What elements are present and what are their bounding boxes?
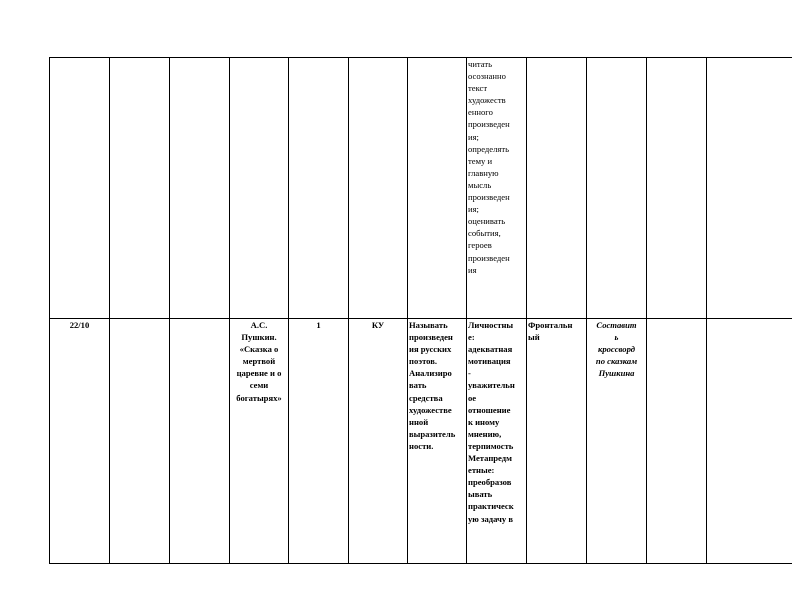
cell-text-line: отношение [468, 404, 511, 415]
cell-text-line: ывать [468, 489, 493, 500]
cell-empty [170, 58, 230, 319]
cell-text-line: произведен [468, 119, 510, 130]
cell-date: 22/10 [50, 319, 110, 564]
cell-text-line: кроссворд [597, 344, 636, 355]
cell-text-line: тему и [468, 155, 493, 166]
cell-empty [110, 319, 170, 564]
cell-text-line: мнению, [468, 428, 502, 439]
cell-text-line: средства [409, 392, 443, 403]
cell-topic [230, 319, 289, 564]
lesson-plan-table [49, 57, 792, 564]
cell-text-line: ое [468, 392, 477, 403]
cell-text-line: главную [468, 167, 499, 178]
cell-empty [527, 58, 587, 319]
cell-homework [587, 319, 647, 564]
cell-text-line: е: [468, 332, 475, 343]
cell-text-line: Пушкин. [241, 332, 277, 343]
cell-text-line: ности. [409, 440, 434, 451]
cell-text-line: художеств [468, 95, 506, 106]
cell-text-line: читать [468, 59, 493, 69]
cell-text-line: царевне и о [236, 368, 282, 379]
cell-text-line: - [468, 368, 471, 379]
cell-text-line: етные: [468, 465, 495, 476]
cell-control-form [527, 319, 587, 564]
cell-text-line: произведен [468, 252, 510, 263]
cell-text-line: преобразов [468, 477, 512, 488]
cell-text-line: «Сказка о [239, 344, 279, 355]
cell-text-line: ия; [468, 204, 479, 215]
cell-text-line: мертвой [242, 356, 276, 367]
cell-empty [349, 58, 408, 319]
table-row-lesson [50, 319, 792, 564]
cell-text-line: нной [409, 416, 429, 427]
cell-empty [408, 58, 467, 319]
cell-text-line: вать [409, 380, 427, 391]
cell-text-line: ь [614, 332, 619, 343]
cell-empty [170, 319, 230, 564]
cell-text-line: художестве [409, 404, 452, 415]
cell-lesson-type: КУ [349, 319, 408, 564]
cell-text-line: оценивать [468, 216, 506, 227]
cell-text-line: ую задачу в [468, 513, 513, 524]
cell-text-line: Называть [409, 320, 448, 330]
table-row-continuation [50, 58, 792, 319]
cell-text-line: текст [468, 83, 488, 94]
cell-text-line: по сказкам [595, 356, 638, 367]
cell-text-line: ия русских [409, 344, 452, 355]
cell-text-line: Анализиро [409, 368, 452, 379]
cell-empty [647, 319, 707, 564]
cell-outcomes-continuation [467, 58, 527, 319]
cell-hours: 1 [289, 319, 349, 564]
cell-text-line: Составит [596, 320, 637, 330]
cell-text-line: богатырях» [236, 392, 282, 403]
cell-text-line: ия; [468, 131, 479, 142]
cell-text-line: к иному [468, 416, 500, 427]
cell-personal-results [467, 319, 527, 564]
cell-text-line: героев [468, 240, 492, 251]
cell-text-line: семи [249, 380, 269, 391]
cell-text-line: произведен [468, 192, 510, 203]
cell-text-line: мотивация [468, 356, 511, 367]
cell-subject-results [408, 319, 467, 564]
cell-text-line: А.С. [250, 320, 268, 330]
cell-text-line: адекватная [468, 344, 513, 355]
cell-empty [707, 319, 792, 564]
cell-text-line: Личностны [468, 320, 514, 330]
cell-text-line: выразитель [409, 428, 456, 439]
cell-text-line: осознанно [468, 71, 506, 82]
cell-text-line: енного [468, 107, 493, 118]
cell-text-line: Метапредм [468, 453, 512, 464]
cell-empty [587, 58, 647, 319]
cell-empty [50, 58, 110, 319]
cell-text-line: Пушкина [598, 368, 635, 379]
cell-text-line: произведен [409, 332, 453, 343]
cell-text-line: события, [468, 228, 501, 239]
cell-text-line: ия [468, 264, 477, 275]
cell-text-line: уважительн [468, 380, 515, 391]
cell-text-line: определять [468, 143, 509, 154]
cell-empty [110, 58, 170, 319]
cell-text-line: ый [528, 332, 540, 343]
cell-text-line: поэтов. [409, 356, 438, 367]
cell-text-line: Фронтальн [528, 320, 573, 330]
cell-text-line: практическ [468, 501, 514, 512]
cell-text-line: терпимость [468, 440, 514, 451]
cell-empty [289, 58, 349, 319]
cell-empty [707, 58, 792, 319]
cell-empty [647, 58, 707, 319]
cell-text-line: мысль [468, 179, 492, 190]
cell-empty [230, 58, 289, 319]
